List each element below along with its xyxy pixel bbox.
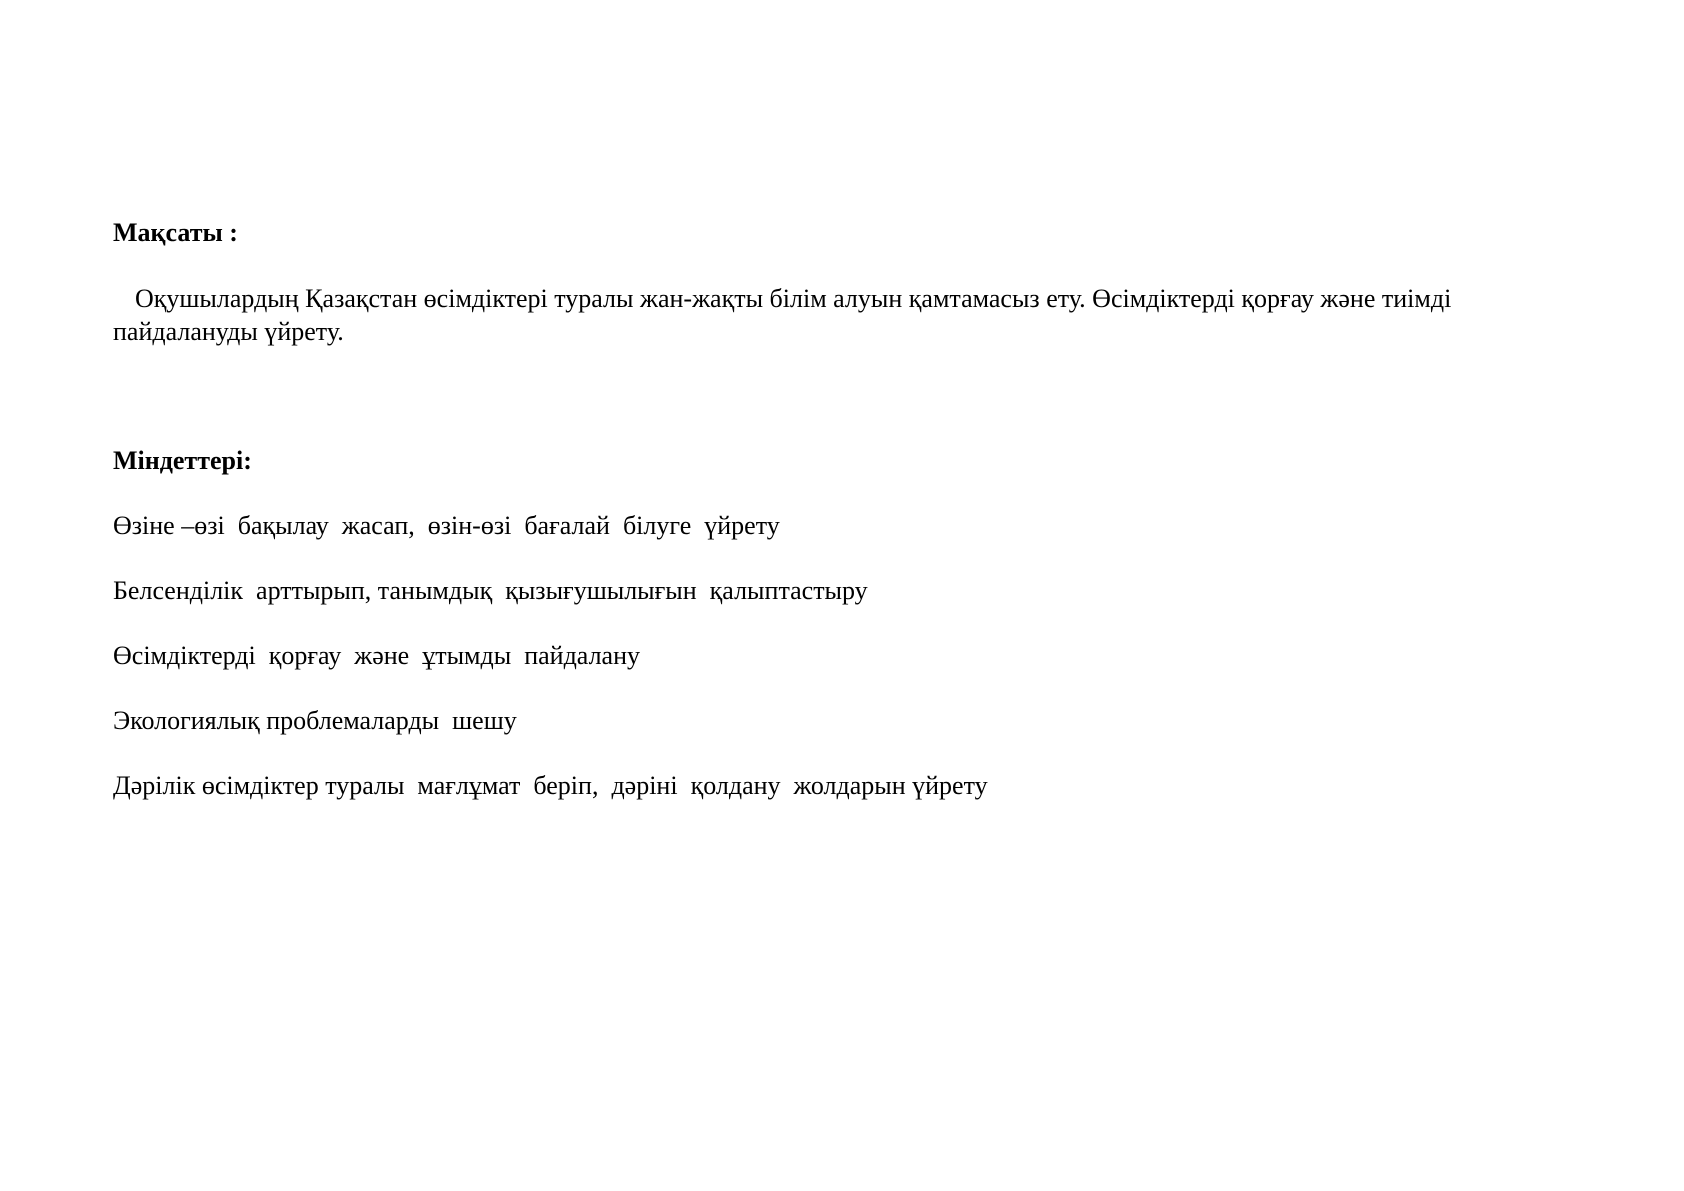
goal-text: Оқушылардың Қазақстан өсімдіктері туралы жан-жақты білім алуын қамтамасыз ету. Өсімдіктерді қорғау және тиімді пайдалануды үйрету.: [113, 284, 1452, 346]
task-item-1: Өзіне –өзі бақылау жасап, өзін-өзі бағалай білуге үйрету: [113, 511, 780, 540]
task-item-2: Белсенділік арттырып, танымдық қызығушылығын қалыптастыру: [113, 576, 868, 605]
task-item-3: Өсімдіктерді қорғау және ұтымды пайдалану: [113, 641, 640, 670]
task-item-5: Дәрілік өсімдіктер туралы мағлұмат беріп, дәріні қолдану жолдарын үйрету: [113, 771, 988, 800]
tasks-heading: Міндеттері:: [113, 446, 252, 475]
goal-heading: Мақсаты :: [113, 218, 238, 247]
task-item-4: Экологиялық проблемаларды шешу: [113, 706, 517, 735]
